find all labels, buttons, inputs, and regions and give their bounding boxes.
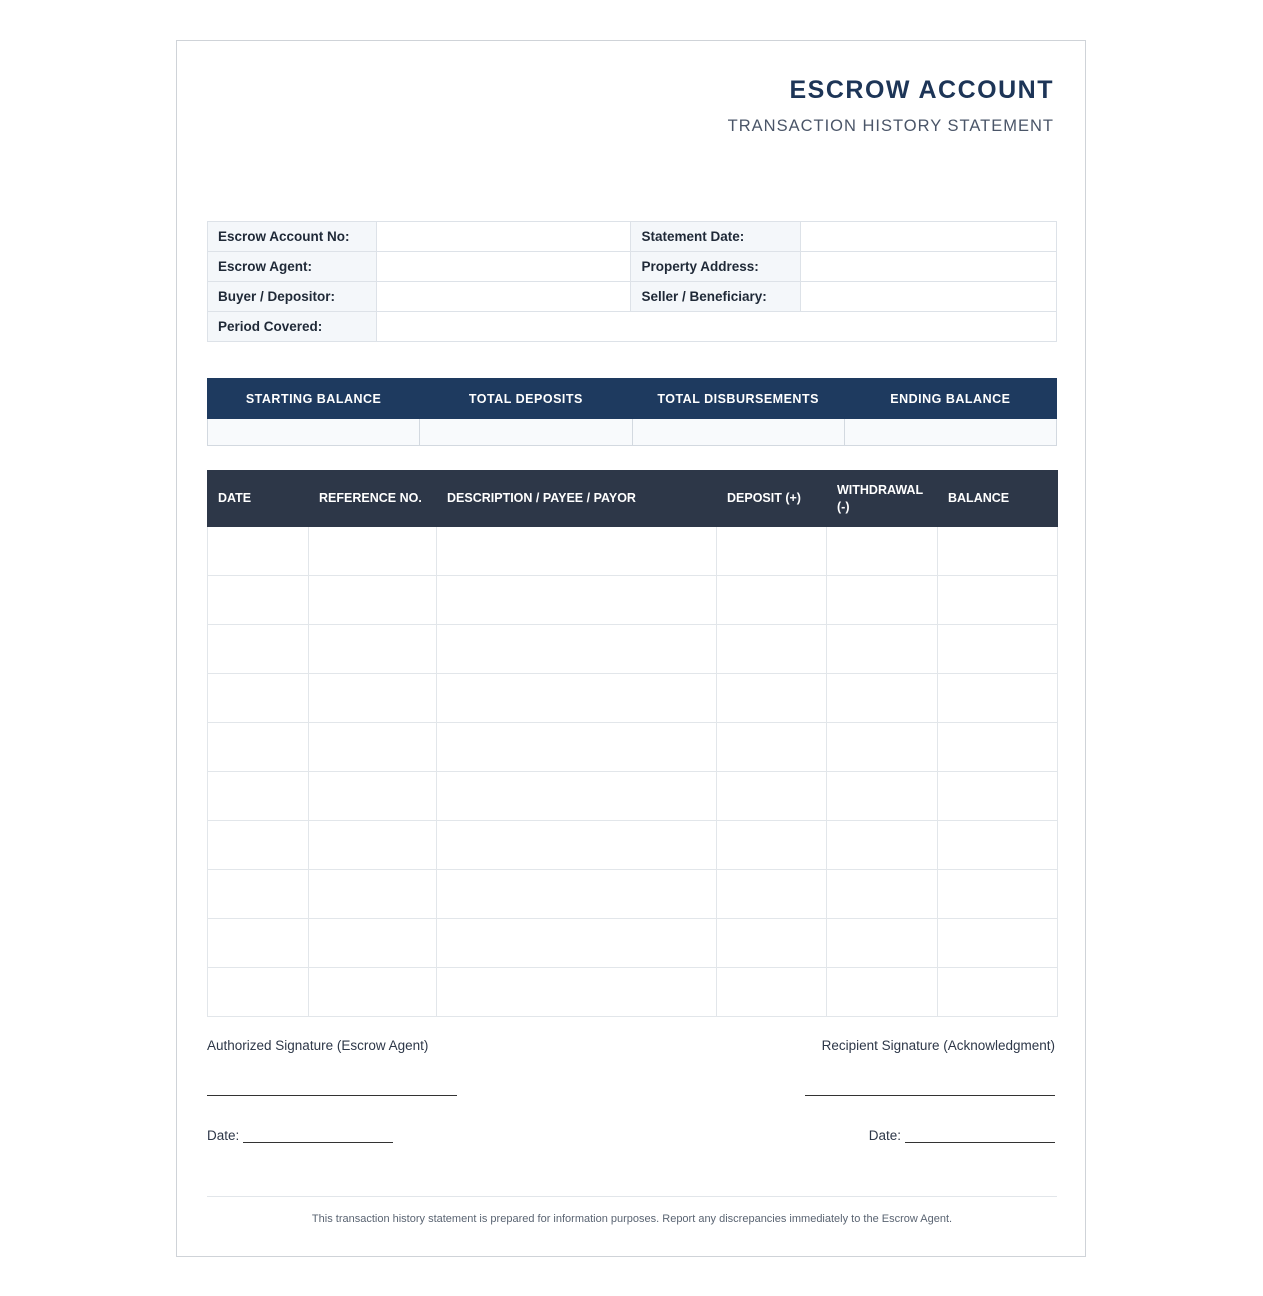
balance-cell[interactable] <box>938 968 1058 1017</box>
seller-label: Seller / Beneficiary: <box>631 282 801 312</box>
statement-date-field[interactable] <box>801 222 1057 252</box>
description-cell[interactable] <box>437 625 717 674</box>
total-deposits-header: TOTAL DEPOSITS <box>420 379 632 419</box>
deposit-cell[interactable] <box>717 968 827 1017</box>
property-address-label: Property Address: <box>631 252 801 282</box>
withdrawal-cell[interactable] <box>827 723 938 772</box>
description-cell[interactable] <box>437 723 717 772</box>
date-cell[interactable] <box>208 723 309 772</box>
transactions-table <box>207 470 1058 1017</box>
authorized-date-line[interactable] <box>243 1130 393 1143</box>
info-row <box>208 282 1057 312</box>
withdrawal-cell[interactable] <box>827 576 938 625</box>
balance-cell[interactable] <box>938 625 1058 674</box>
table-row <box>208 772 1058 821</box>
ending-balance-field[interactable] <box>844 419 1056 446</box>
account-no-label: Escrow Account No: <box>208 222 377 252</box>
recipient-date-label: Date: <box>868 1128 901 1143</box>
withdrawal-cell[interactable] <box>827 821 938 870</box>
table-row <box>208 625 1058 674</box>
escrow-agent-label: Escrow Agent: <box>208 252 377 282</box>
buyer-label: Buyer / Depositor: <box>208 282 377 312</box>
withdrawal-cell[interactable] <box>827 919 938 968</box>
deposit-cell[interactable] <box>717 870 827 919</box>
table-row <box>208 723 1058 772</box>
date-cell[interactable] <box>208 576 309 625</box>
account-info-table <box>207 221 1057 342</box>
total-disbursements-field[interactable] <box>632 419 844 446</box>
info-row <box>208 252 1057 282</box>
table-row <box>208 870 1058 919</box>
description-cell[interactable] <box>437 870 717 919</box>
withdrawal-cell[interactable] <box>827 625 938 674</box>
transactions-header-row <box>208 471 1058 527</box>
description-column-header: DESCRIPTION / PAYEE / PAYOR <box>437 471 717 527</box>
date-cell[interactable] <box>208 527 309 576</box>
withdrawal-column-header: WITHDRAWAL (-) <box>827 471 938 527</box>
transactions-body <box>208 527 1058 1017</box>
balance-cell[interactable] <box>938 527 1058 576</box>
starting-balance-field[interactable] <box>208 419 420 446</box>
reference-cell[interactable] <box>309 576 437 625</box>
withdrawal-cell[interactable] <box>827 674 938 723</box>
footer-note: This transaction history statement is prepared for information purposes. Report any discrepancies immediately to the Escrow Agent. <box>311 1213 953 1225</box>
table-row <box>208 919 1058 968</box>
date-cell[interactable] <box>208 870 309 919</box>
description-cell[interactable] <box>437 919 717 968</box>
withdrawal-cell[interactable] <box>827 870 938 919</box>
date-column-header: DATE <box>208 471 309 527</box>
authorized-date <box>207 1128 393 1143</box>
balance-summary-table <box>207 378 1057 446</box>
reference-column-header: REFERENCE NO. <box>309 471 437 527</box>
authorized-date-label: Date: <box>207 1128 240 1143</box>
description-cell[interactable] <box>437 674 717 723</box>
footer-divider <box>207 1196 1057 1197</box>
buyer-field[interactable] <box>376 282 631 312</box>
recipient-signature-line[interactable] <box>805 1095 1055 1096</box>
reference-cell[interactable] <box>309 723 437 772</box>
recipient-date <box>869 1128 1055 1143</box>
balance-cell[interactable] <box>938 723 1058 772</box>
deposit-cell[interactable] <box>717 919 827 968</box>
reference-cell[interactable] <box>309 870 437 919</box>
deposit-cell[interactable] <box>717 821 827 870</box>
starting-balance-header: STARTING BALANCE <box>208 379 420 419</box>
reference-cell[interactable] <box>309 968 437 1017</box>
total-disbursements-header: TOTAL DISBURSEMENTS <box>632 379 844 419</box>
deposit-cell[interactable] <box>717 576 827 625</box>
deposit-cell[interactable] <box>717 674 827 723</box>
escrow-agent-field[interactable] <box>376 252 631 282</box>
table-row <box>208 576 1058 625</box>
balance-cell[interactable] <box>938 674 1058 723</box>
total-deposits-field[interactable] <box>420 419 632 446</box>
date-cell[interactable] <box>208 821 309 870</box>
table-row <box>208 527 1058 576</box>
account-no-field[interactable] <box>376 222 631 252</box>
statement-page <box>176 40 1086 1257</box>
balance-column-header: BALANCE <box>938 471 1058 527</box>
deposit-cell[interactable] <box>717 772 827 821</box>
date-cell[interactable] <box>208 772 309 821</box>
info-row <box>208 312 1057 342</box>
balance-cell[interactable] <box>938 821 1058 870</box>
deposit-cell[interactable] <box>717 625 827 674</box>
seller-field[interactable] <box>801 282 1057 312</box>
ending-balance-header: ENDING BALANCE <box>844 379 1056 419</box>
balance-cell[interactable] <box>938 919 1058 968</box>
date-cell[interactable] <box>208 968 309 1017</box>
reference-cell[interactable] <box>309 821 437 870</box>
statement-date-label: Statement Date: <box>631 222 801 252</box>
deposit-column-header: DEPOSIT (+) <box>717 471 827 527</box>
table-row <box>208 821 1058 870</box>
description-cell[interactable] <box>437 527 717 576</box>
date-cell[interactable] <box>208 919 309 968</box>
info-row <box>208 222 1057 252</box>
deposit-cell[interactable] <box>717 723 827 772</box>
table-row <box>208 674 1058 723</box>
description-cell[interactable] <box>437 821 717 870</box>
balance-cell[interactable] <box>938 870 1058 919</box>
period-label: Period Covered: <box>208 312 377 342</box>
description-cell[interactable] <box>437 968 717 1017</box>
date-cell[interactable] <box>208 625 309 674</box>
withdrawal-cell[interactable] <box>827 968 938 1017</box>
balance-cell[interactable] <box>938 576 1058 625</box>
date-cell[interactable] <box>208 674 309 723</box>
period-field[interactable] <box>376 312 1056 342</box>
reference-cell[interactable] <box>309 919 437 968</box>
reference-cell[interactable] <box>309 772 437 821</box>
balance-cell[interactable] <box>938 772 1058 821</box>
document-subtitle: TRANSACTION HISTORY STATEMENT <box>727 117 1054 135</box>
description-cell[interactable] <box>437 772 717 821</box>
recipient-date-line[interactable] <box>905 1130 1055 1143</box>
deposit-cell[interactable] <box>717 527 827 576</box>
table-row <box>208 968 1058 1017</box>
summary-header-row <box>208 379 1057 419</box>
reference-cell[interactable] <box>309 527 437 576</box>
withdrawal-cell[interactable] <box>827 772 938 821</box>
withdrawal-cell[interactable] <box>827 527 938 576</box>
summary-value-row <box>208 419 1057 446</box>
authorized-signature-label: Authorized Signature (Escrow Agent) <box>207 1038 429 1053</box>
recipient-signature-label: Recipient Signature (Acknowledgment) <box>821 1038 1055 1053</box>
document-title: ESCROW ACCOUNT <box>789 76 1054 104</box>
reference-cell[interactable] <box>309 625 437 674</box>
authorized-signature-line[interactable] <box>207 1095 457 1096</box>
description-cell[interactable] <box>437 576 717 625</box>
reference-cell[interactable] <box>309 674 437 723</box>
property-address-field[interactable] <box>801 252 1057 282</box>
